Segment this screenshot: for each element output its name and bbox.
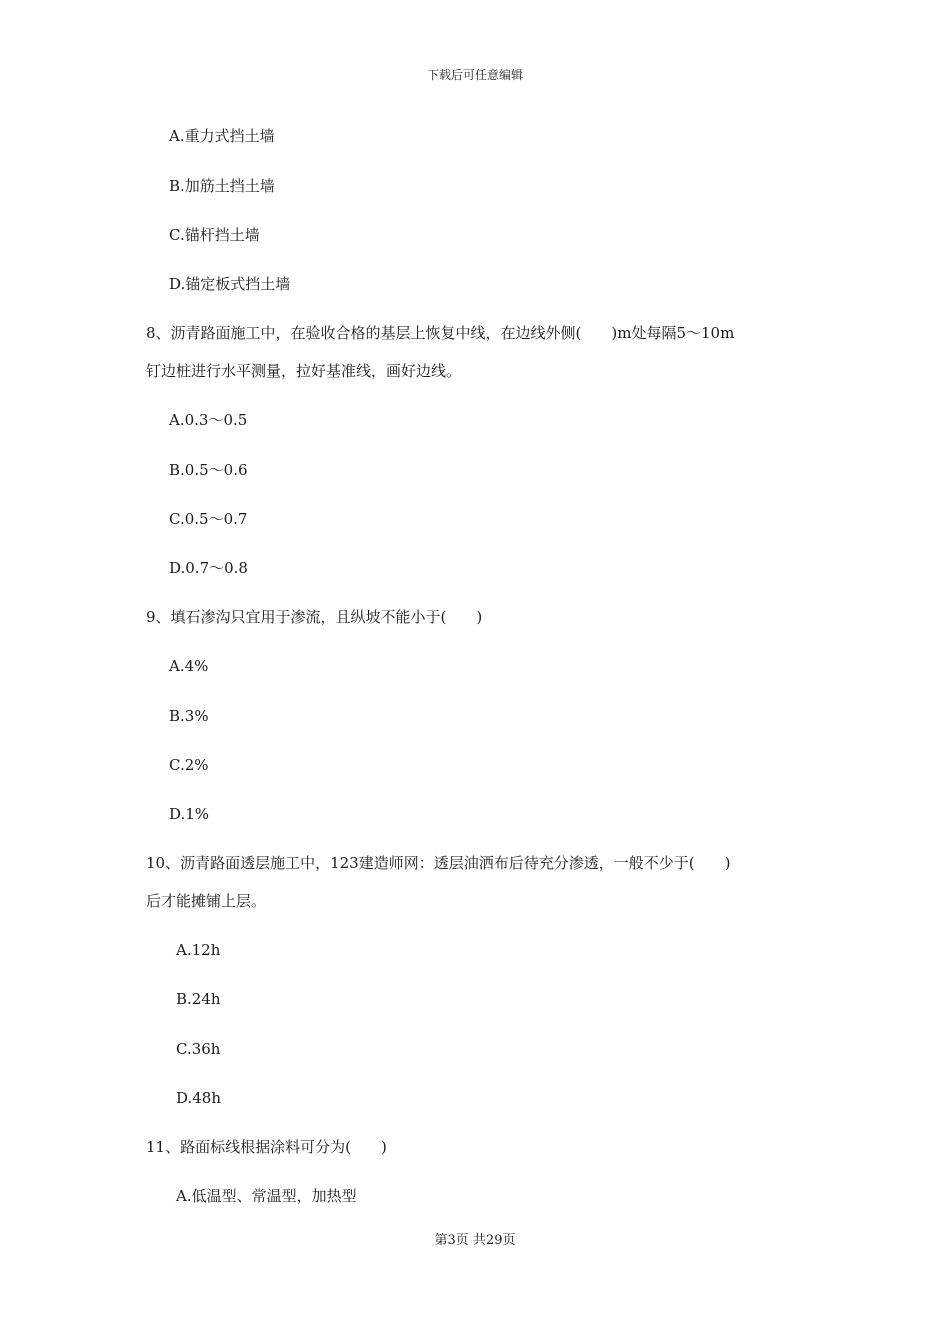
- page-footer: 第3页 共29页: [434, 1233, 516, 1248]
- q10-option-c: C.36h: [176, 1040, 221, 1058]
- q7-option-c: C.锚杆挡土墙: [169, 226, 260, 244]
- q9-option-c: C.2%: [169, 756, 209, 774]
- q8-option-b: B.0.5～0.6: [169, 461, 248, 479]
- q7-option-b: B.加筋土挡土墙: [169, 177, 275, 195]
- q8-text-line1: 8、沥青路面施工中，在验收合格的基层上恢复中线，在边线外侧( )m处每隔5～10m: [146, 324, 735, 342]
- q9-text-line1: 9、填石渗沟只宜用于渗流，且纵坡不能小于( ): [146, 608, 483, 626]
- q9-option-a: A.4%: [169, 657, 209, 675]
- q10-text-line2: 后才能摊铺上层。: [146, 892, 267, 910]
- q9-option-d: D.1%: [169, 805, 210, 823]
- q8-text-line2: 钉边桩进行水平测量，拉好基准线，画好边线。: [146, 362, 462, 380]
- q10-text-line1: 10、沥青路面透层施工中，123建造师网：透层油洒布后待充分渗透，一般不少于( ): [146, 854, 731, 872]
- q11-option-a: A.低温型、常温型，加热型: [176, 1187, 357, 1205]
- q7-option-d: D.锚定板式挡土墙: [169, 275, 291, 293]
- q8-option-c: C.0.5～0.7: [169, 510, 248, 528]
- q8-option-d: D.0.7～0.8: [169, 559, 248, 577]
- q10-option-b: B.24h: [176, 990, 221, 1008]
- q8-option-a: A.0.3～0.5: [169, 411, 248, 429]
- q11-text-line1: 11、路面标线根据涂料可分为( ): [146, 1138, 387, 1156]
- q10-option-a: A.12h: [176, 941, 221, 959]
- q10-option-d: D.48h: [176, 1089, 222, 1107]
- q7-option-a: A.重力式挡土墙: [169, 127, 275, 145]
- q9-option-b: B.3%: [169, 707, 209, 725]
- page-header: 下载后可任意编辑: [426, 68, 523, 82]
